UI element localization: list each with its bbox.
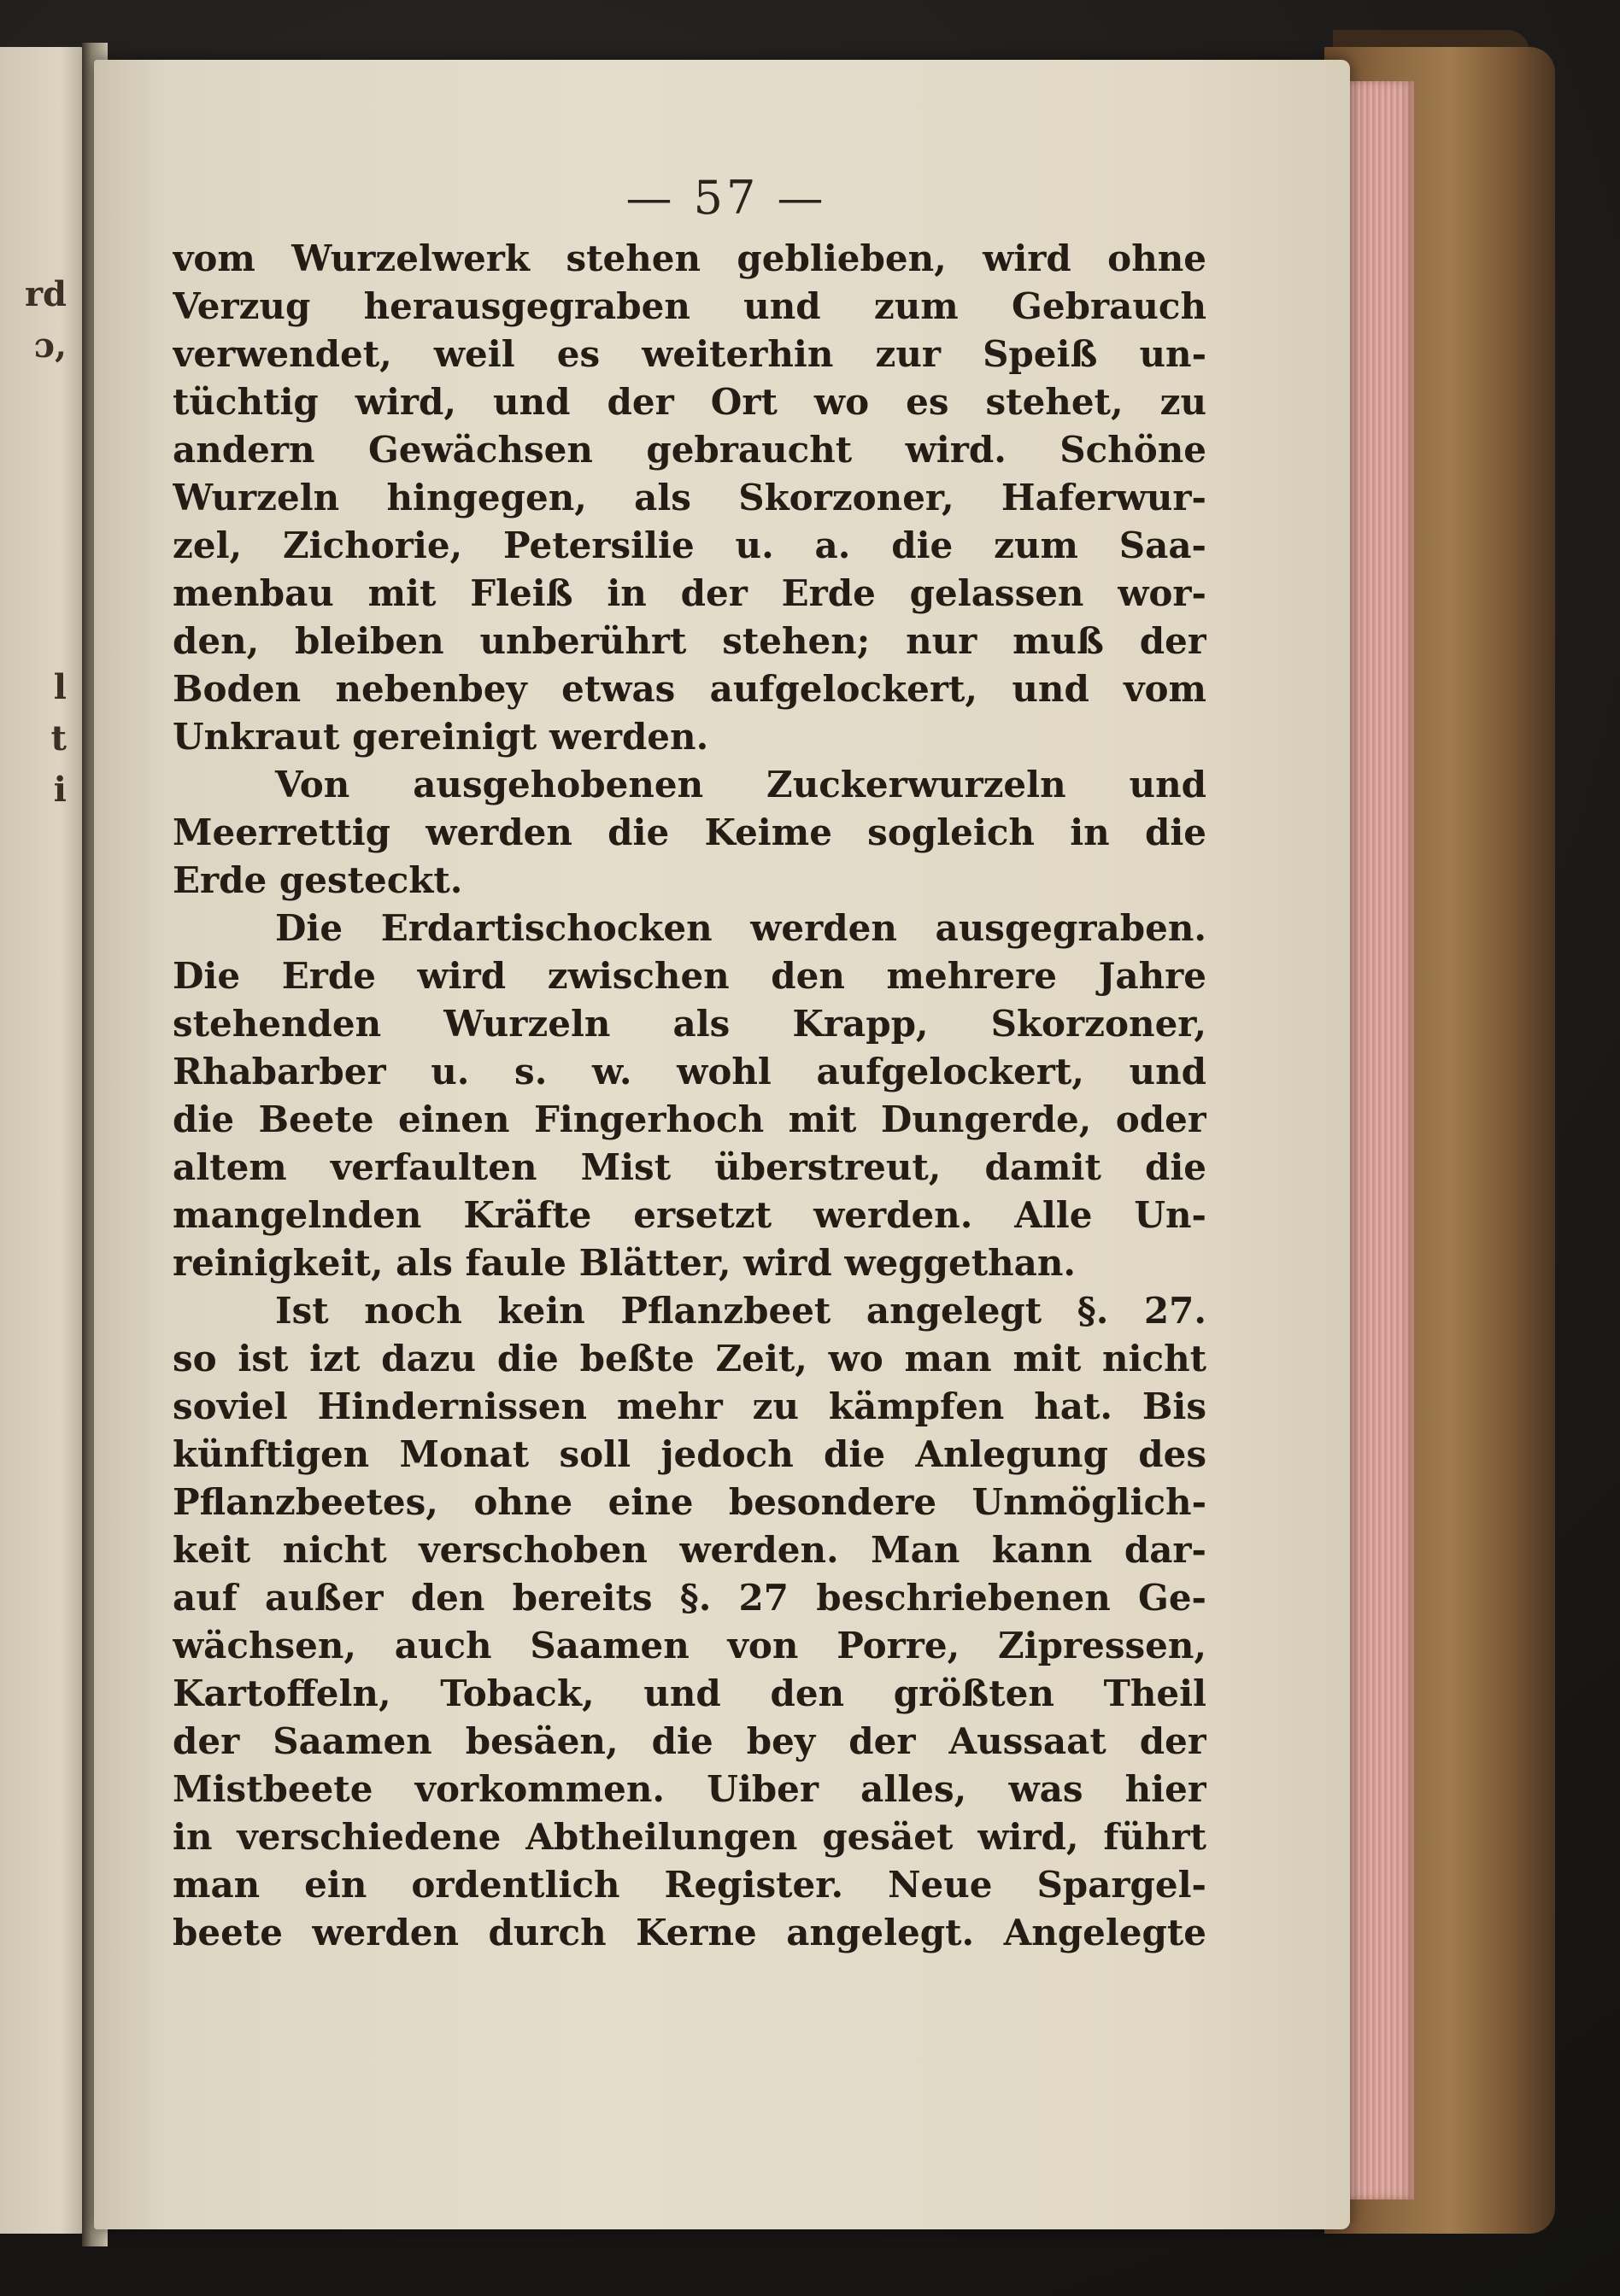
text-line: wächsen, auch Saamen von Porre, Zipressen, — [173, 1625, 1206, 1666]
text-line: so ist izt dazu die beßte Zeit, wo man mit nicht — [173, 1338, 1206, 1379]
text-line: Wurzeln hingegen, als Skorzoner, Haferwur- — [173, 477, 1206, 518]
text-line: altem verfaulten Mist überstreut, damit die — [173, 1146, 1206, 1188]
text-line: vom Wurzelwerk stehen geblieben, wird ohne — [173, 237, 1206, 279]
text-line: Meerrettig werden die Keime sogleich in die — [173, 811, 1206, 853]
text-line: stehenden Wurzeln als Krapp, Skorzoner, — [173, 1003, 1206, 1045]
text-line: menbau mit Fleiß in der Erde gelassen wor- — [173, 572, 1206, 614]
text-line: Die Erdartischocken werden ausgegraben. — [275, 907, 1206, 949]
text-line: Unkraut gereinigt werden. — [173, 716, 709, 758]
text-line: Von ausgehobenen Zuckerwurzeln und — [275, 764, 1206, 805]
page-text — [173, 235, 1206, 1957]
text-line: Erde gesteckt. — [173, 859, 463, 901]
text-line: Mistbeete vorkommen. Uiber alles, was hier — [173, 1768, 1206, 1810]
text-line: der Saamen besäen, die bey der Aussaat der — [173, 1720, 1206, 1762]
text-line: Pflanzbeetes, ohne eine besondere Unmöglich- — [173, 1481, 1206, 1523]
text-line: Die Erde wird zwischen den mehrere Jahre — [173, 955, 1206, 997]
text-line: den, bleiben unberührt stehen; nur muß der — [173, 620, 1206, 662]
text-line: andern Gewächsen gebraucht wird. Schöne — [173, 429, 1206, 471]
text-line: keit nicht verschoben werden. Man kann dar- — [173, 1529, 1206, 1571]
text-line: man ein ordentlich Register. Neue Spargel- — [173, 1864, 1206, 1906]
previous-page-text-fragment: l — [53, 667, 67, 707]
text-line: soviel Hindernissen mehr zu kämpfen hat. Bis — [173, 1385, 1206, 1427]
text-line: reinigkeit, als faule Blätter, wird weggethan. — [173, 1242, 1077, 1284]
previous-page-edge — [0, 47, 85, 2234]
text-line: die Beete einen Fingerhoch mit Dungerde, oder — [173, 1098, 1206, 1140]
text-line: Verzug herausgegraben und zum Gebrauch — [173, 285, 1206, 327]
text-line: auf außer den bereits §. 27 beschriebenen Ge- — [173, 1577, 1206, 1619]
text-line: künftigen Monat soll jedoch die Anlegung des — [173, 1433, 1206, 1475]
page-number: — 57 — — [625, 171, 827, 225]
text-line: tüchtig wird, und der Ort wo es stehet, zu — [173, 381, 1206, 423]
text-line: Kartoffeln, Toback, und den größten Theil — [173, 1672, 1206, 1714]
previous-page-text-fragment: i — [53, 770, 67, 810]
book-page — [94, 60, 1350, 2229]
text-line: Ist noch kein Pflanzbeet angelegt §. 27. — [275, 1290, 1206, 1332]
text-line: mangelnden Kräfte ersetzt werden. Alle Un- — [173, 1194, 1206, 1236]
previous-page-text-fragment: ɔ, — [33, 325, 67, 366]
text-line: verwendet, weil es weiterhin zur Speiß un- — [173, 333, 1206, 375]
text-line: beete werden durch Kerne angelegt. Angelegte — [173, 1912, 1206, 1953]
previous-page-text-fragment: t — [50, 718, 67, 758]
text-line: Boden nebenbey etwas aufgelockert, und vom — [173, 668, 1206, 710]
previous-page-text-fragment: rd — [24, 274, 67, 314]
text-line: in verschiedene Abtheilungen gesäet wird, führt — [173, 1816, 1206, 1858]
text-line: zel, Zichorie, Petersilie u. a. die zum Saa- — [173, 524, 1206, 566]
text-line: Rhabarber u. s. w. wohl aufgelockert, und — [173, 1051, 1206, 1092]
